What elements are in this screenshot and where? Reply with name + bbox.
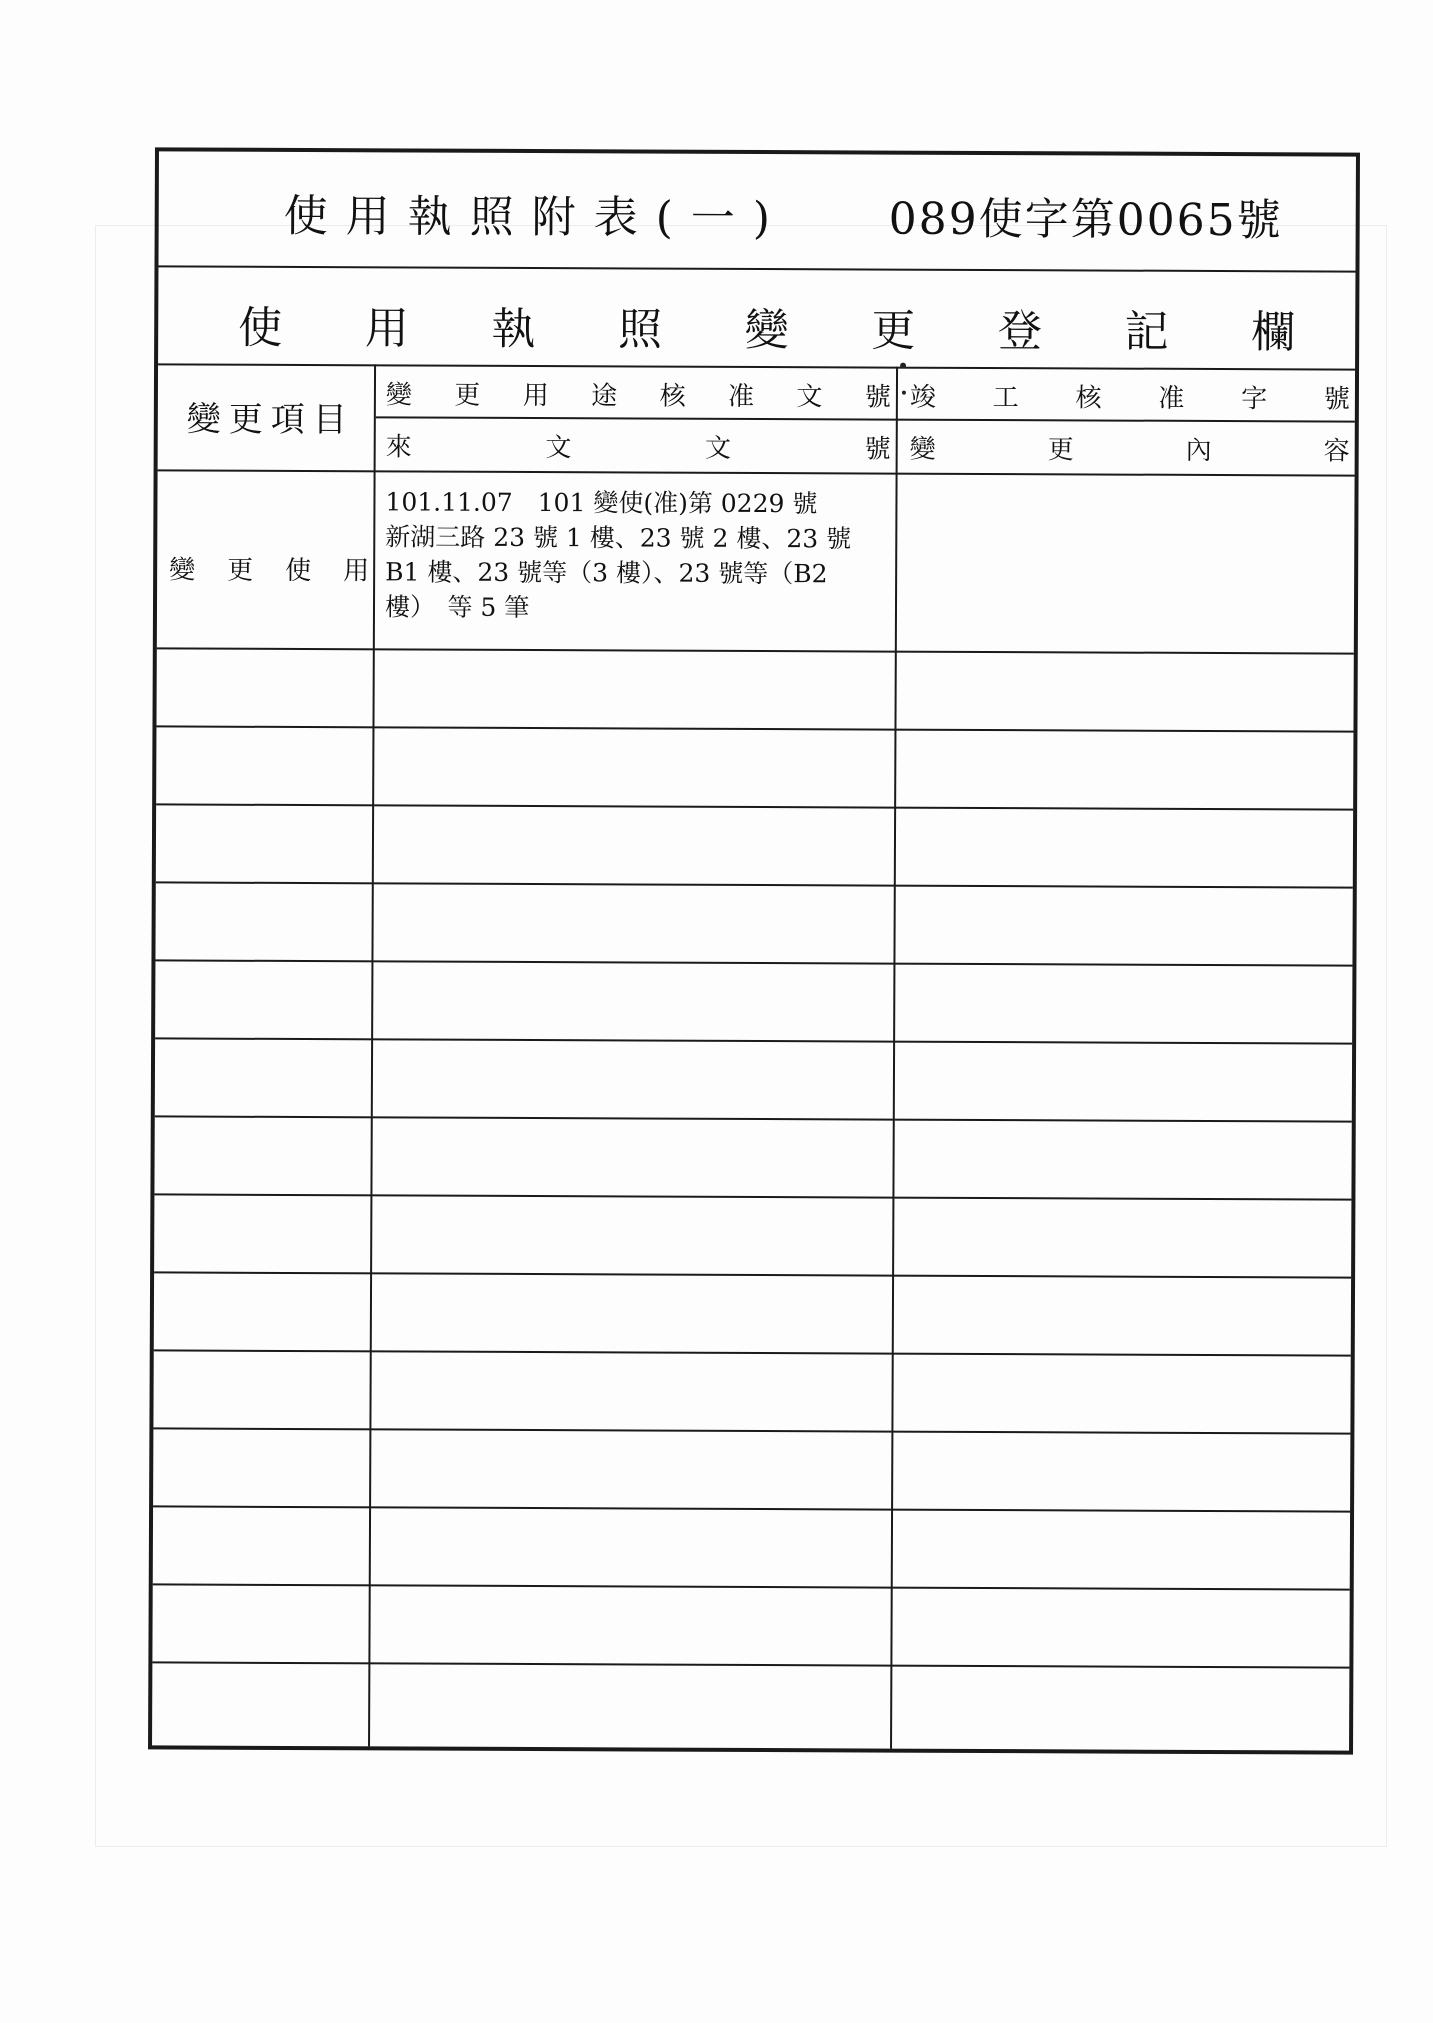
form-title-prefix: 使用執照附表(一)	[283, 190, 789, 245]
ink-speck	[900, 363, 906, 369]
empty-row-divider	[153, 1505, 1350, 1512]
empty-row-divider	[156, 725, 1353, 732]
entry-item-change-use: 變 更 使 用	[169, 555, 370, 587]
header-inner-divider	[376, 416, 1355, 422]
header-incoming-doc-no: 來 文 文 號	[385, 432, 891, 465]
divider	[158, 265, 1355, 272]
empty-row-divider	[156, 881, 1353, 888]
divider	[157, 647, 1354, 654]
empty-row-divider	[152, 1661, 1349, 1668]
entry-line: 101.11.07 101 變使(准)第 0229 號	[385, 487, 818, 519]
header-completion-approval-no: 竣 工 核 准 字 號	[909, 382, 1350, 415]
empty-row-divider	[156, 803, 1353, 810]
column-divider-1	[368, 364, 376, 1746]
header-item-label: 變更項目	[186, 399, 355, 441]
empty-row-divider	[155, 959, 1352, 966]
form-title	[159, 179, 1356, 247]
header-change-content: 變 更 內 容	[909, 434, 1350, 467]
divider	[158, 469, 1355, 476]
empty-row-divider	[155, 1037, 1352, 1044]
form-subtitle: 使 用 執 照 變 更 登 記 欄	[238, 302, 1296, 359]
entry-line: B1 樓、23 號等（3 樓）、23 號等（B2	[385, 557, 828, 589]
entry-line: 新湖三路 23 號 1 樓、23 號 2 樓、23 號	[385, 522, 852, 554]
entry-approval-details	[385, 484, 906, 626]
ink-speck	[902, 391, 906, 395]
registration-form	[148, 147, 1360, 1754]
empty-row-divider	[154, 1193, 1351, 1200]
header-approval-doc-no: 變 更 用 途 核 准 文 號	[385, 380, 891, 413]
empty-row-divider	[154, 1349, 1351, 1356]
empty-row-divider	[153, 1583, 1350, 1590]
empty-row-divider	[153, 1427, 1350, 1434]
empty-row-divider	[154, 1271, 1351, 1278]
empty-row-divider	[155, 1115, 1352, 1122]
license-number: 089使字第0065號	[888, 193, 1283, 247]
entry-line: 樓） 等 5 筆	[384, 592, 530, 623]
